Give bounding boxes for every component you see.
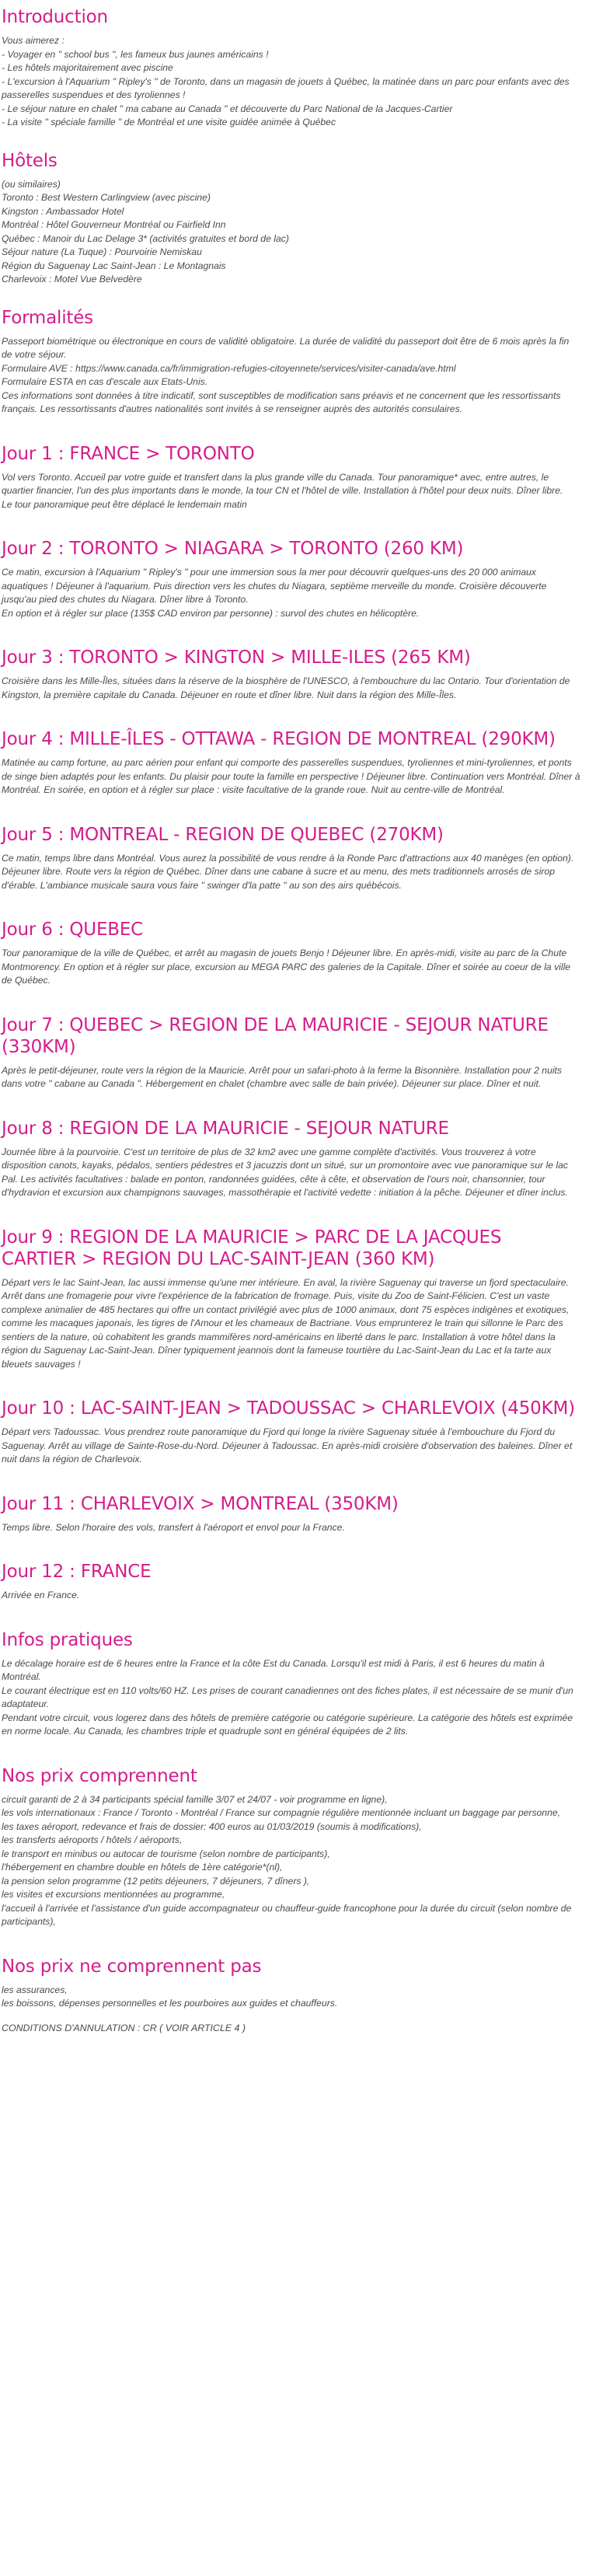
text-line: Départ vers Tadoussac. Vous prendrez route panoramique du Fjord qui longe la rivière Saguenay située à l'embouchure du Fjord du Saguenay. Arrêt au village de Sainte-Rose-du-Nord. Déjeuner à Tadoussac. En après-midi croisière d'observation des baleines. Dîner et nuit dans la région de Charlevoix. xyxy=(2,1426,573,1464)
section-body-jour-9 xyxy=(2,1276,581,1372)
text-line: les visites et excursions mentionnées au programme, xyxy=(2,1889,225,1900)
text-line: Le tour panoramique peut être déplacé le lendemain matin xyxy=(2,498,247,510)
text-line: Formulaire ESTA en cas d'escale aux Etats-Unis. xyxy=(2,376,208,387)
section-title-jour-2: Jour 2 : TORONTO > NIAGARA > TORONTO (260 KM) xyxy=(2,539,464,559)
text-line: Vol vers Toronto. Accueil par votre guide et transfert dans la plus grande ville du Canada. Tour panoramique* avec, entre autres, le quartier financier, l'un des plus importants dans le monde, la tour CN et l'hôtel de ville. Installation à l'hôtel pour deux nuits. Dîner libre. xyxy=(2,471,563,496)
text-line: Le décalage horaire est de 6 heures entre la France et la côte Est du Canada. Lorsqu'il est midi à Paris, il est 6 heures du matin à Montréal. xyxy=(2,1657,545,1682)
section-jour-2 xyxy=(2,538,581,620)
text-line: les assurances, xyxy=(2,1984,68,1995)
section-body-infos-pratiques xyxy=(2,1657,581,1739)
section-body-jour-8 xyxy=(2,1146,581,1200)
section-title-jour-1: Jour 1 : FRANCE > TORONTO xyxy=(2,443,255,464)
section-jour-12 xyxy=(2,1561,581,1603)
section-prix-ne-comprennent-pas xyxy=(2,1956,581,2011)
section-title-jour-3: Jour 3 : TORONTO > KINGTON > MILLE-ILES (265 KM) xyxy=(2,647,471,668)
section-title-jour-7: Jour 7 : QUEBEC > REGION DE LA MAURICIE - SEJOUR NATURE (330KM) xyxy=(2,1014,549,1057)
text-line: (ou similaires) xyxy=(2,178,61,190)
section-jour-5 xyxy=(2,824,581,893)
section-body-jour-7 xyxy=(2,1064,581,1091)
text-line: - Le séjour nature en chalet " ma cabane au Canada " et découverte du Parc National de la Jacques-Cartier xyxy=(2,103,453,114)
section-title-hotels: Hôtels xyxy=(2,150,58,171)
text-line: l'hébergement en chambre double en hôtels de 1ère catégorie*(nl), xyxy=(2,1862,283,1873)
section-jour-3 xyxy=(2,647,581,702)
text-line: les vols internationaux : France / Toronto - Montréal / France sur compagnie régulière mentionnée incluant un baggage par personne, xyxy=(2,1807,561,1818)
section-title-infos-pratiques: Infos pratiques xyxy=(2,1629,133,1650)
text-line: Formulaire AVE : https://www.canada.ca/fr/immigration-refugies-citoyennete/services/visiter-canada/ave.html xyxy=(2,362,456,374)
section-body-jour-2 xyxy=(2,566,581,620)
text-line: Ces informations sont données à titre indicatif, sont susceptibles de modification sans préavis et ne concernent que les ressortissants français. Les ressortissants d'autres nationalités sont invités à se renseigner auprès des autorités consulaires. xyxy=(2,389,561,414)
text-line: Après le petit-déjeuner, route vers la région de la Mauricie. Arrêt pour un safari-photo à la ferme la Bisonnière. Installation pour 2 nuits dans votre " cabane au Canada ". Hébergement en chalet (chambre avec salle de bain privée). Déjeuner sur place. Dîner et nuit. xyxy=(2,1064,563,1089)
section-title-jour-4: Jour 4 : MILLE-ÎLES - OTTAWA - REGION DE MONTREAL (290KM) xyxy=(2,729,556,749)
text-line: Ce matin, excursion à l'Aquarium " Ripley's " pour une immersion sous la mer pour découvrir quelques-uns des 20 000 animaux aquatiques ! Déjeuner à l'aquarium. Puis direction vers les chutes du Niagara, septième merveille du monde. Croisière découverte jusqu'au pied des chutes du Niagara. Dîner libre à Toronto. xyxy=(2,567,547,605)
text-line: - La visite " spéciale famille " de Montréal et une visite guidée animée à Québec xyxy=(2,117,336,127)
section-body-jour-5 xyxy=(2,852,581,893)
text-line: circuit garanti de 2 à 34 participants spécial famille 3/07 et 24/07 - voir programme en ligne), xyxy=(2,1793,388,1805)
section-jour-7 xyxy=(2,1014,581,1091)
section-body-jour-3 xyxy=(2,675,581,702)
text-line: l'accueil à l'arrivée et l'assistance d'un guide accompagnateur ou chauffeur-guide francophone pour la durée du circuit (selon nombre de participants), xyxy=(2,1902,572,1927)
text-line: les boissons, dépenses personnelles et les pourboires aux guides et chauffeurs. xyxy=(2,1998,338,2009)
text-line: - L'excursion à l'Aquarium " Ripley's " de Toronto, dans un magasin de jouets à Québec, la matinée dans un parc pour enfants avec des passerelles suspendues et des tyroliennes ! xyxy=(2,75,570,100)
section-body-prix-comprennent xyxy=(2,1793,581,1929)
section-jour-10 xyxy=(2,1398,581,1467)
section-prix-comprennent xyxy=(2,1765,581,1929)
text-line: les taxes aéroport, redevance et frais de dossier: 400 euros au 01/03/2019 (soumis à modifications), xyxy=(2,1820,422,1832)
text-line: Charlevoix : Motel Vue Belvedère xyxy=(2,274,142,284)
section-formalites xyxy=(2,307,581,417)
section-infos-pratiques xyxy=(2,1629,581,1739)
section-jour-11 xyxy=(2,1493,581,1535)
section-title-jour-6: Jour 6 : QUEBEC xyxy=(2,920,144,940)
text-line: Montréal : Hôtel Gouverneur Montréal ou Fairfield Inn xyxy=(2,219,226,230)
text-line: Québec : Manoir du Lac Delage 3* (activités gratuites et bord de lac) xyxy=(2,232,289,244)
text-line: - Les hôtels majoritairement avec piscine xyxy=(2,62,173,73)
section-body-jour-4 xyxy=(2,756,581,798)
section-body-jour-11 xyxy=(2,1521,581,1535)
section-body-introduction xyxy=(2,34,581,130)
section-body-jour-10 xyxy=(2,1426,581,1467)
section-title-jour-9: Jour 9 : REGION DE LA MAURICIE > PARC DE LA JACQUES CARTIER > REGION DU LAC-SAINT-JEAN (360 KM) xyxy=(2,1227,502,1269)
section-title-jour-12: Jour 12 : FRANCE xyxy=(2,1562,152,1582)
section-body-jour-6 xyxy=(2,947,581,988)
text-line: Ce matin, temps libre dans Montréal. Vous aurez la possibilité de vous rendre à la Ronde Parc d'attractions aux 40 manèges (en option). Déjeuner libre. Route vers la région de Québec. Dîner dans une cabane à sucre et au menu, des mets traditionnels arrosés de sirop d'érable. L'ambiance musicale saura vous faire " swinger d'la patte " au son des airs québécois. xyxy=(2,852,574,891)
cancellation-conditions: CONDITIONS D'ANNULATION : CR ( VOIR ARTICLE 4 ) xyxy=(2,2022,246,2033)
text-line: Pendant votre circuit, vous logerez dans des hôtels de première catégorie ou catégorie supérieure. La catégorie des hôtels est exprimée en norme locale. Au Canada, les chambres triple et quadruple sont en général équipées de 2 lits. xyxy=(2,1712,573,1737)
section-jour-6 xyxy=(2,919,581,988)
text-line: - Voyager en " school bus ", les fameux bus jaunes américains ! xyxy=(2,48,269,60)
text-line: Passeport biométrique ou électronique en cours de validité obligatoire. La durée de validité du passeport doit être de 6 mois après la fin de votre séjour. xyxy=(2,335,570,360)
text-line: Journée libre à la pourvoirie. C'est un territoire de plus de 32 km2 avec une gamme complète d'activités. Vous trouverez à votre disposition canots, kayaks, pédalos, sentiers pédestres et 3 jacuzzis dont un situé, sur un promontoire avec vue panoramique sur le lac Pal. Les activités facultatives : balade en ponton, randonnées guidées, cête à cête, et observation de l'ours noir, chansonnier, tour d'hydravion et excursion aux champignons sauvages, massothérapie et l'activité vedette : initiation à la pêche. Déjeuner et dîner inclus. xyxy=(2,1146,568,1198)
text-line: Toronto : Best Western Carlingview (avec piscine) xyxy=(2,192,211,203)
section-body-formalites xyxy=(2,335,581,417)
section-title-introduction: Introduction xyxy=(2,7,108,27)
section-title-jour-10: Jour 10 : LAC-SAINT-JEAN > TADOUSSAC > CHARLEVOIX (450KM) xyxy=(2,1398,575,1419)
text-line: Région du Saguenay Lac Saint-Jean : Le Montagnais xyxy=(2,260,226,271)
text-line: Temps libre. Selon l'horaire des vols, transfert à l'aéroport et envol pour la France. xyxy=(2,1521,345,1533)
section-jour-1 xyxy=(2,443,581,512)
section-body-jour-12 xyxy=(2,1589,581,1603)
section-title-jour-5: Jour 5 : MONTREAL - REGION DE QUEBEC (270KM) xyxy=(2,824,444,845)
text-line: Croisière dans les Mille-Îles, situées dans la réserve de la biosphère de l'UNESCO, à l'embouchure du lac Ontario. Tour d'orientation de Kingston, la première capitale du Canada. Déjeuner en route et dîner libre. Nuit dans la région des Mille-Îles. xyxy=(2,675,570,700)
text-line: Matinée au camp fortune, au parc aérien pour enfant qui comporte des passerelles suspendues, tyroliennes et mini-tyroliennes, et ponts de singe bien adaptés pour les enfants. Du plaisir pour toute la famille en perspective ! Déjeuner libre. Continuation vers Montréal. Dîner à Montréal. En soirée, en option et à régler sur place : visite facultative de la grande roue. Nuit au centre-ville de Montréal. xyxy=(2,757,580,795)
text-line: Vous aimerez : xyxy=(2,35,64,46)
text-line: En option et à régler sur place (135$ CAD environ par personne) : survol des chutes en hélicoptère. xyxy=(2,607,420,619)
text-line: Tour panoramique de la ville de Québec, et arrêt au magasin de jouets Benjo ! Déjeuner libre. En après-midi, visite au parc de la Chute Montmorency. En option et à régler sur place, excursion au MEGA PARC des galeries de la Capitale. Dîner et soirée au coeur de la ville de Québec. xyxy=(2,948,571,986)
section-body-jour-1 xyxy=(2,471,581,512)
section-title-prix-comprennent: Nos prix comprennent xyxy=(2,1765,197,1786)
text-line: Kingston : Ambassador Hotel xyxy=(2,205,124,217)
section-jour-8 xyxy=(2,1118,581,1200)
text-line: Le courant électrique est en 110 volts/60 HZ. Les prises de courant canadiennes ont des fiches plates, il est nécessaire de se munir d'un adaptateur. xyxy=(2,1684,573,1709)
section-title-prix-ne-comprennent-pas: Nos prix ne comprennent pas xyxy=(2,1956,262,1977)
text-line: les transferts aéroports / hôtels / aéroports, xyxy=(2,1834,183,1845)
section-title-formalites: Formalités xyxy=(2,307,93,328)
section-title-jour-11: Jour 11 : CHARLEVOIX > MONTREAL (350KM) xyxy=(2,1493,399,1514)
section-title-jour-8: Jour 8 : REGION DE LA MAURICIE - SEJOUR NATURE xyxy=(2,1118,449,1139)
section-hotels xyxy=(2,150,581,287)
section-jour-4 xyxy=(2,728,581,798)
section-jour-9 xyxy=(2,1227,581,1372)
text-line: Séjour nature (La Tuque) : Pourvoirie Nemiskau xyxy=(2,246,202,257)
text-line: le transport en minibus ou autocar de tourisme (selon nombre de participants), xyxy=(2,1848,330,1859)
section-body-hotels xyxy=(2,178,581,287)
section-introduction xyxy=(2,6,581,130)
text-line: Arrivée en France. xyxy=(2,1590,80,1600)
section-body-prix-ne-comprennent-pas xyxy=(2,1984,581,2011)
text-line: Départ vers le lac Saint-Jean, lac aussi immense qu'une mer intérieure. En aval, la rivière Saguenay qui traverse un fjord spectaculaire. Arrêt dans une fromagerie pour vivre l'expérience de la fabrication de fromage. Puis, visite du Zoo de Saint-Félicien. C'est un vaste complexe animalier de 485 hectares qui offre un contact privilégié avec plus de 1000 animaux, dont 75 espèces indigènes et exotiques, comme les macaques japonais, les tigres de l'Amour et les chameaux de Bactriane. Vous emprunterez le train qui sillonne le Parc des sentiers de la nature, où cohabitent les grands mammifères nord-américains en liberté dans le parc. Installation à votre hôtel dans la région du Saguenay Lac-Saint-Jean. Dîner typiquement jeannois dont la fameuse tourtière du Lac-Saint-Jean du Lac et la tarte aux bleuets sauvages ! xyxy=(2,1276,570,1370)
text-line: la pension selon programme (12 petits déjeuners, 7 déjeuners, 7 dîners ), xyxy=(2,1875,310,1887)
